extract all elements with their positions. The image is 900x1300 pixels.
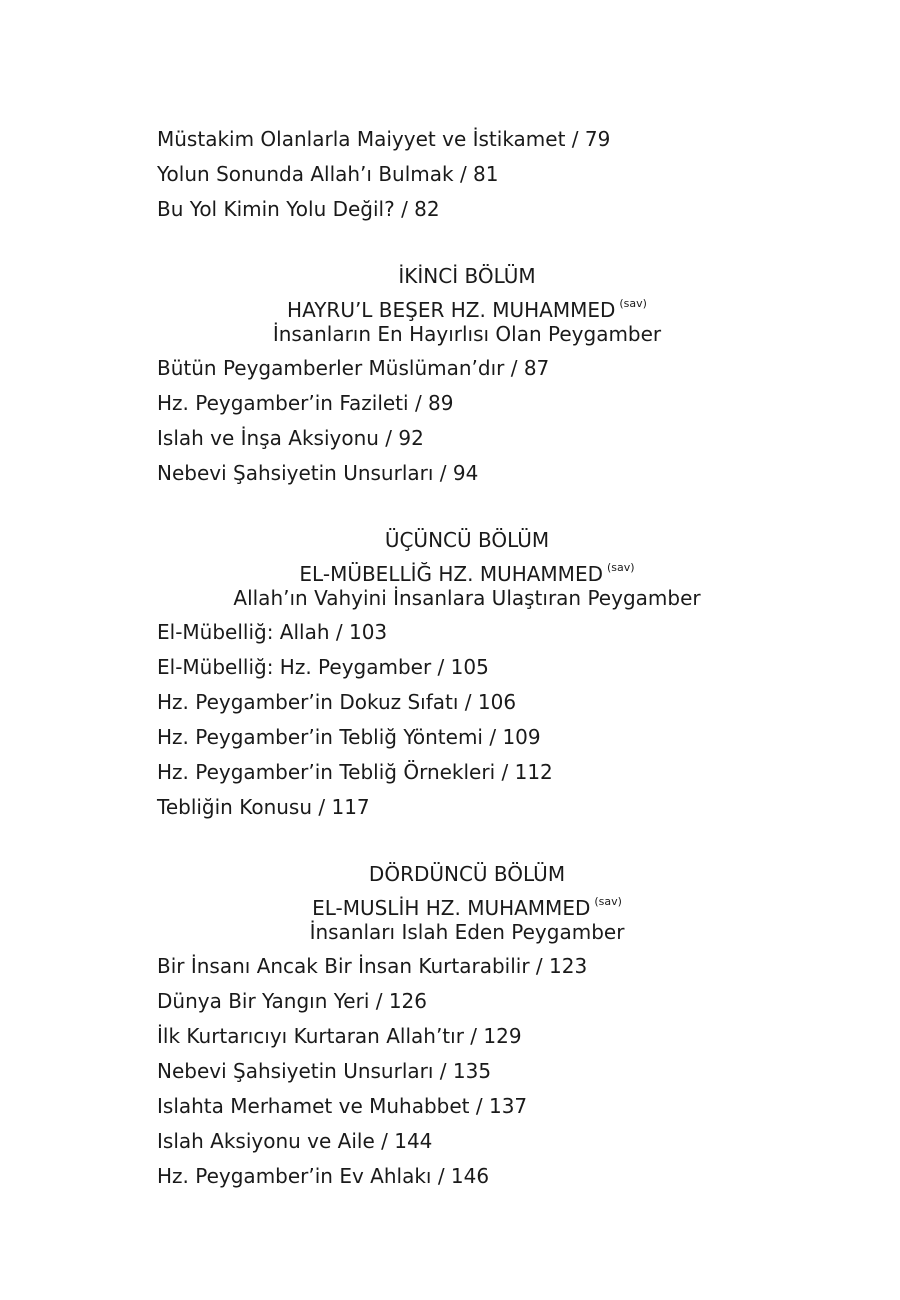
toc-entry: Nebevi Şahsiyetin Unsurları / 135	[157, 1059, 492, 1083]
toc-entry: Bir İnsanı Ancak Bir İnsan Kurtarabilir / 123	[157, 954, 588, 978]
toc-entry: Hz. Peygamber’in Ev Ahlakı / 146	[157, 1164, 490, 1188]
section-entries	[157, 353, 777, 493]
section-title	[157, 553, 777, 586]
toc-entry: Hz. Peygamber’in Tebliğ Örnekleri / 112	[157, 760, 553, 784]
toc-entry: Bütün Peygamberler Müslüman’dır / 87	[157, 356, 550, 380]
section-label: DÖRDÜNCÜ BÖLÜM	[368, 862, 566, 886]
toc-entry: Islah Aksiyonu ve Aile / 144	[157, 1129, 433, 1153]
toc-entry: Nebevi Şahsiyetin Unsurları / 94	[157, 461, 479, 485]
section-title	[157, 289, 777, 322]
toc-entry: El-Mübelliğ: Hz. Peygamber / 105	[157, 655, 489, 679]
intro-entries	[157, 124, 777, 229]
section-title-text: EL-MÜBELLİĞ HZ. MUHAMMED	[299, 562, 603, 586]
section-label: İKİNCİ BÖLÜM	[398, 264, 536, 288]
section-subtitle: İnsanların En Hayırlısı Olan Peygamber	[272, 322, 662, 346]
toc-entry: Hz. Peygamber’in Fazileti / 89	[157, 391, 454, 415]
toc-entry: Bu Yol Kimin Yolu Değil? / 82	[157, 197, 440, 221]
section-heading	[157, 859, 777, 949]
section-title-text: EL-MUSLİH HZ. MUHAMMED	[312, 896, 591, 920]
section-subtitle: İnsanları Islah Eden Peygamber	[309, 920, 625, 944]
table-of-contents	[157, 124, 777, 1196]
toc-entry: İlk Kurtarıcıyı Kurtaran Allah’tır / 129	[157, 1024, 522, 1048]
toc-entry: Dünya Bir Yangın Yeri / 126	[157, 989, 428, 1013]
toc-entry: Hz. Peygamber’in Tebliğ Yöntemi / 109	[157, 725, 541, 749]
section-label: ÜÇÜNCÜ BÖLÜM	[384, 528, 550, 552]
section-title-text: HAYRU’L BEŞER HZ. MUHAMMED	[287, 298, 616, 322]
section-title	[157, 887, 777, 920]
section-heading	[157, 525, 777, 615]
toc-entry: Yolun Sonunda Allah’ı Bulmak / 81	[157, 162, 499, 186]
honorific-superscript: (sav)	[594, 895, 622, 908]
toc-entry: Islahta Merhamet ve Muhabbet / 137	[157, 1094, 528, 1118]
section-subtitle: Allah’ın Vahyini İnsanlara Ulaştıran Peygamber	[233, 586, 701, 610]
toc-entry: Islah ve İnşa Aksiyonu / 92	[157, 426, 424, 450]
honorific-superscript: (sav)	[619, 297, 647, 310]
section-heading	[157, 261, 777, 351]
section-entries	[157, 617, 777, 827]
toc-entry: Müstakim Olanlarla Maiyyet ve İstikamet / 79	[157, 127, 611, 151]
honorific-superscript: (sav)	[606, 561, 635, 574]
toc-entry: Hz. Peygamber’in Dokuz Sıfatı / 106	[157, 690, 517, 714]
section-entries	[157, 951, 777, 1196]
toc-entry: Tebliğin Konusu / 117	[157, 795, 370, 819]
toc-entry: El-Mübelliğ: Allah / 103	[157, 620, 388, 644]
